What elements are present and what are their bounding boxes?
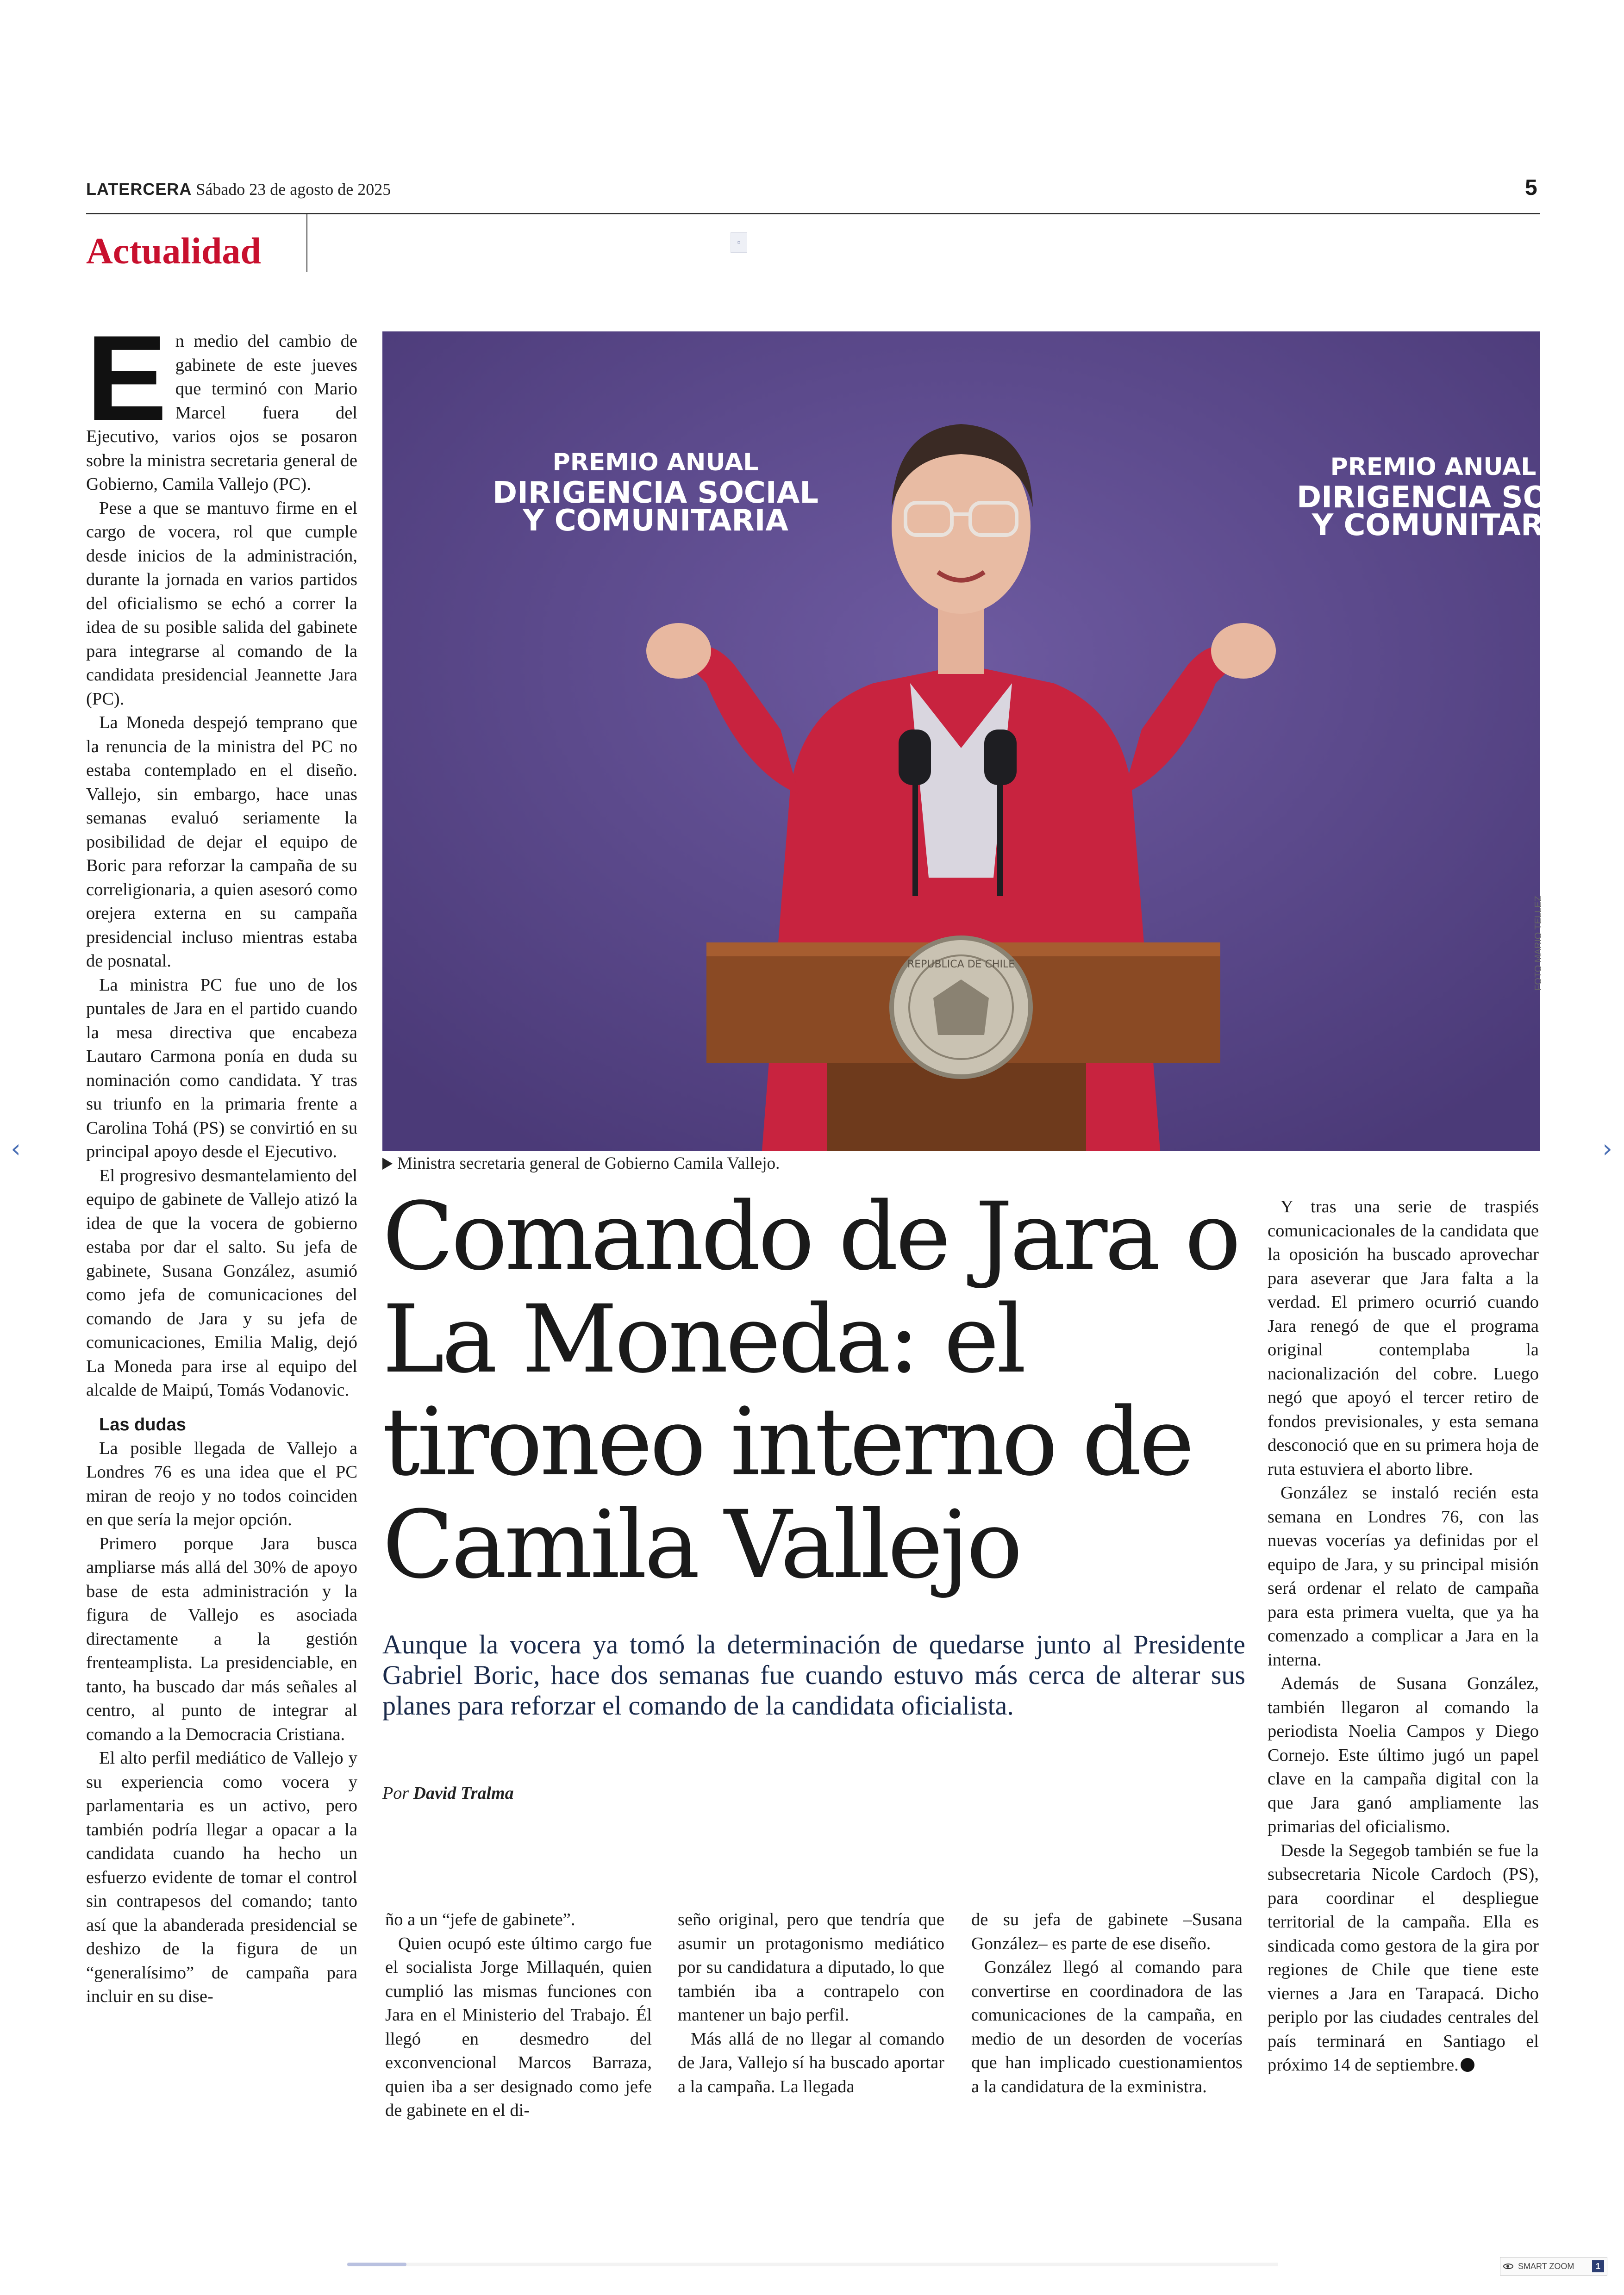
seal-text: REPUBLICA DE CHILE <box>907 959 1015 970</box>
paragraph-text: Desde la Segegob también se fue la subsecretaria Nicole Cardoch (PS), para coordinar el despliegue territorial de la campaña. Ella es sindicada como gestora de la gira por regiones de Chile que tiene este viernes a Jara en Tarapacá. Dicho periplo por las ciudades centrales del país terminará en Santiago el próximo 14 de septiembre. <box>1268 1840 1539 2075</box>
paragraph: González llegó al comando para convertirse en coordinadora de las comunicaciones de la campaña, en medio de un desorden de vocerías que han implicado cuestionamientos a la candidatura de la exministra. <box>971 1958 1243 2096</box>
section-divider <box>306 213 307 272</box>
horizontal-scrollbar[interactable] <box>347 2263 1278 2266</box>
banner-left-line2: DIRIGENCIA SOCIAL <box>492 476 819 510</box>
end-mark-icon <box>1461 2058 1474 2072</box>
masthead <box>86 180 391 199</box>
paragraph: Más allá de no llegar al comando de Jara, Vallejo sí ha buscado aportar a la campaña. La llegada <box>678 2029 944 2096</box>
paragraph: La ministra PC fue uno de los puntales de Jara en el partido cuando la mesa directiva que encabeza Lautaro Carmona ponía en duda su nominación como candidata. Y tras su triunfo en la primaria frente a Carolina Tohá (PS) se convirtió en su principal apoyo desde el Ejecutivo. <box>86 975 357 1161</box>
byline-prefix: Por <box>382 1784 409 1803</box>
banner-left-line3: Y COMUNITARIA <box>523 504 788 538</box>
issue-date: Sábado 23 de agosto de 2025 <box>196 180 391 199</box>
deck: Aunque la vocera ya tomó la determinación de quedarse junto al Presidente Gabriel Boric, hace dos semanas fue cuando estuvo más cerca de alterar sus planes para reforzar el comando de la candidata oficialista. <box>382 1629 1245 1721</box>
paragraph: ño a un “jefe de gabinete”. <box>385 1910 575 1929</box>
paragraph: Pese a que se mantuvo firme en el cargo de vocera, rol que cumple desde inicios de la administración, durante la jornada en varios partidos del oficialismo se echó a correr la idea de su posible salida del gabinete para integrarse al comando de la candidata presidencial Jeannette Jara (PC). <box>86 498 357 709</box>
paragraph: Primero porque Jara busca ampliarse más allá del 30% de apoyo base de esta administración y la figura de Vallejo es asociada directamente a la gestión frenteamplista. La presidenciable, en tanto, ha buscado dar más señales al centro, al punto de integrar al comando a la Democracia Cristiana. <box>86 1534 357 1744</box>
paragraph: La Moneda despejó temprano que la renuncia de la ministra del PC no estaba contemplado en el diseño. Vallejo, sin embargo, hace unas semanas evaluó seriamente la posibilidad de dejar el equipo de Boric para reforzar la campaña de su correligionaria, a quien asesoró como orejera externa en su campaña presidencial incluso mientras estaba de posnatal. <box>86 713 357 971</box>
photo-caption <box>382 1154 780 1173</box>
article-column-1 <box>86 310 357 2144</box>
paragraph: El alto perfil mediático de Vallejo y su experiencia como vocera y parlamentaria es un activo, pero también podría llegar a opacar a la candidata cuando ha hecho un esfuerzo evidente de tomar el control sin contrapesos del comando; tanto así que la abanderada presidencial se deshizo de la figura de un “generalísimo” de campaña para incluir en su dise- <box>86 1748 357 2006</box>
byline-author: David Tralma <box>413 1784 514 1803</box>
page-number: 5 <box>1525 175 1537 200</box>
paragraph: El progresivo desmantelamiento del equipo de gabinete de Vallejo atizó la idea de que la vocera de gobierno estaba por dar el salto. Su jefa de gabinete, Susana González, asumió como jefa de comunicaciones del comando de Jara y su jefa de comunicaciones, Emilia Malig, dejó La Moneda para irse al equipo del alcalde de Maipú, Tomás Vodanovic. <box>86 1166 357 1400</box>
caption-text: Ministra secretaria general de Gobierno Camila Vallejo. <box>397 1154 780 1173</box>
scrollbar-thumb[interactable] <box>347 2263 406 2266</box>
paragraph: Quien ocupó este último cargo fue el socialista Jorge Millaquén, quien cumplió las mismas funciones con Jara en el Ministerio del Trabajo. Él llegó en desmedro del exconvencional Marcos Barraza, quien iba a ser designado como jefe de gabinete en el di- <box>385 1933 652 2120</box>
article-photo <box>382 331 1570 1151</box>
next-page-chevron-icon[interactable]: › <box>1602 1134 1612 1163</box>
paragraph: seño original, pero que tendría que asumir un protagonismo mediático por su candidatura a diputado, lo que también iba a contrapelo con mantener un bajo perfil. <box>678 1910 944 2025</box>
smart-zoom-label: SMART ZOOM <box>1518 2261 1574 2271</box>
banner-left-line1: PREMIO ANUAL <box>552 449 759 476</box>
article-column-3 <box>678 1908 944 2149</box>
paragraph <box>1268 1839 1539 2077</box>
newspaper-brand: LATERCERA <box>86 180 192 199</box>
banner-right-line1: PREMIO ANUAL <box>1330 453 1537 481</box>
article-column-2 <box>385 1908 652 2149</box>
banner-right-line2: DIRIGENCIA SOC <box>1297 480 1570 515</box>
paragraph: Y tras una serie de traspiés comunicacionales de la candidata que la oposición ha buscado aprovechar para aseverar que Jara falta a la verdad. El primero ocurrió cuando Jara renegó de que el programa original contemplaba la nacionalización del cobre. Luego negó que apoyó el tercer retiro de fondos previsionales, y esta semana desconoció que en su primera hoja de ruta estuviera el aborto libre. <box>1268 1197 1539 1479</box>
article-column-4 <box>971 1908 1243 2149</box>
section-title: Actualidad <box>86 231 261 272</box>
photo-illustration <box>382 331 1570 1151</box>
paragraph: La posible llegada de Vallejo a Londres 76 es una idea que el PC miran de reojo y no todos coinciden en que sería la mejor opción. <box>86 1438 357 1529</box>
drop-cap: E <box>86 310 167 446</box>
byline <box>382 1783 514 1803</box>
smart-zoom-button[interactable] <box>1500 2257 1607 2276</box>
caption-arrow-icon <box>382 1158 393 1170</box>
page-thumbnail-icon[interactable]: ▫ <box>731 232 747 253</box>
previous-page-chevron-icon[interactable]: ‹ <box>11 1134 21 1163</box>
page-indicator: 1 <box>1592 2260 1604 2272</box>
paragraph: Además de Susana González, también llegaron al comando la periodista Noelia Campos y Diego Cornejo. Este último jugó un papel clave en la campaña digital con la que Jara ganó ampliamente las primarias del oficialismo. <box>1268 1674 1539 1836</box>
banner-right-line3: Y COMUNITARI <box>1312 508 1555 543</box>
subheading: Las dudas <box>99 1415 186 1434</box>
header-divider <box>86 213 1540 214</box>
headline: Comando de Jara o La Moneda: el tironeo interno de Camila Vallejo <box>382 1182 1238 1599</box>
paragraph: González se instaló recién esta semana en Londres 76, con las nuevas vocerías ya definidas por el equipo de Jara, y su principal misión será ordenar el relato de campaña para esta primera vuelta, que ya ha comenzado a complicar a Jara en la interna. <box>1268 1483 1539 1670</box>
paragraph: de su jefa de gabinete –Susana González– es parte de ese diseño. <box>971 1910 1243 1953</box>
eye-icon <box>1503 2264 1513 2269</box>
article-column-5 <box>1268 1195 1539 2139</box>
photo-credit: FOTO MARIO TELLEZ <box>1533 896 1543 991</box>
paragraph: n medio del cambio de gabinete de este jueves que terminó con Mario Marcel fuera del Ejecutivo, varios ojos se posaron sobre la ministra secretaria general de Gobierno, Camila Vallejo (PC). <box>86 331 357 494</box>
